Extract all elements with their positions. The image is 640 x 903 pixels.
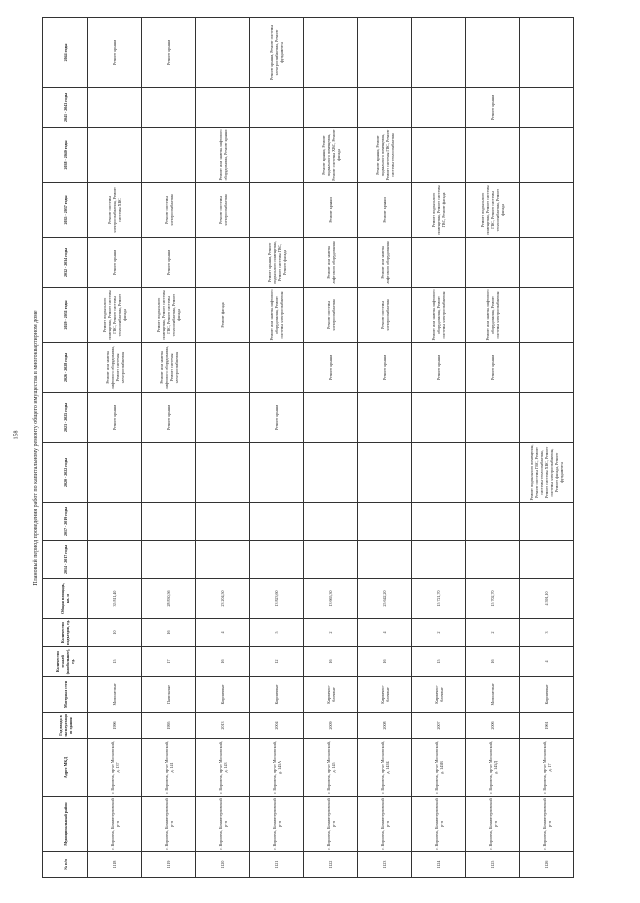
table-cell: 2013	[196, 713, 250, 739]
table-cell: 1125	[466, 852, 520, 878]
table-cell: 15	[88, 647, 142, 677]
table-cell	[466, 128, 520, 183]
table-cell: Ремонт крыши, Ремонт подвального помещения, Ремонт системы ХВС, Ремонт фасада	[304, 128, 358, 183]
table-cell: Ремонт фасада	[196, 288, 250, 343]
column-header: 2038 - 2040 годы	[43, 128, 88, 183]
table-row	[196, 18, 250, 878]
table-cell: 1995	[142, 713, 196, 739]
table-row	[250, 18, 304, 878]
column-header: 2041 - 2043 годы	[43, 88, 88, 128]
table-cell: г. Воронеж, пр-кт Московский, д. 145Д	[466, 739, 520, 797]
table-cell	[304, 503, 358, 541]
table-cell: Ремонт крыши	[466, 88, 520, 128]
column-header: 2029 - 2031 годы	[43, 288, 88, 343]
table-cell	[250, 88, 304, 128]
table-cell	[358, 503, 412, 541]
table-cell	[196, 541, 250, 579]
table-cell	[520, 288, 574, 343]
table-cell: г. Воронеж, пр-кт Московский, д. 145	[304, 739, 358, 797]
table-cell: Кирпичные	[520, 677, 574, 713]
table-cell: Ремонт крыши	[142, 18, 196, 88]
table-cell: Ремонт подвального помещения, Ремонт системы ГВС, Ремонт системы теплоснабжения, Ремонт фасада	[142, 288, 196, 343]
table-cell	[358, 443, 412, 503]
table-cell: г. Воронеж, пр-кт Московский, д. 143	[196, 739, 250, 797]
table-cell	[466, 18, 520, 88]
table-cell: Ремонт крыши	[304, 183, 358, 238]
table-cell: 35 811,40	[88, 579, 142, 619]
table-cell: 1124	[412, 852, 466, 878]
table-cell	[412, 541, 466, 579]
table-cell: 5	[250, 619, 304, 647]
table-cell	[520, 88, 574, 128]
table-cell: Ремонт крыши	[88, 18, 142, 88]
table-cell: Ремонт крыши	[250, 393, 304, 443]
table-cell	[88, 128, 142, 183]
table-cell	[520, 343, 574, 393]
table-cell	[250, 128, 304, 183]
table-cell: Ремонт системы электроснабжения	[304, 288, 358, 343]
table-cell: г. Воронеж, пр-кт Московский, д. 145В	[412, 739, 466, 797]
table-cell: Ремонт крыши	[358, 183, 412, 238]
table-cell: 12	[250, 647, 304, 677]
table-cell: Ремонт или замена лифтового оборудования, Ремонт крыши	[196, 128, 250, 183]
table-cell	[466, 393, 520, 443]
table-cell: 15	[412, 647, 466, 677]
table-cell	[142, 541, 196, 579]
table-cell	[358, 541, 412, 579]
table-cell: Ремонт или замена лифтового оборудования, Ремонт системы электроснабжения	[142, 343, 196, 393]
table-cell: Ремонт крыши	[88, 238, 142, 288]
table-cell	[520, 183, 574, 238]
table-cell: г. Воронеж, пр-кт Московский, д. 145Б	[358, 739, 412, 797]
table-cell: Кирпичные	[196, 677, 250, 713]
column-header: 2020 - 2022 годы	[43, 443, 88, 503]
table-cell: 4	[520, 647, 574, 677]
column-header: № п/п	[43, 852, 88, 878]
table-cell: 2008	[358, 713, 412, 739]
table-cell	[412, 18, 466, 88]
table-cell: г. Воронеж, Коминтерновский р-н	[88, 797, 142, 852]
table-cell: 23 204,50	[196, 579, 250, 619]
page-number: 158	[13, 430, 20, 440]
table-cell	[412, 238, 466, 288]
table-cell: 1122	[304, 852, 358, 878]
table-cell	[304, 541, 358, 579]
table-cell	[358, 88, 412, 128]
table-cell: Ремонт крыши	[304, 343, 358, 393]
table-cell: Ремонт или замена лифтового оборудования	[304, 238, 358, 288]
column-header: Муниципальный район	[43, 797, 88, 852]
table-cell	[520, 393, 574, 443]
table-cell: 1961	[520, 713, 574, 739]
column-header: 2023 - 2025 годы	[43, 393, 88, 443]
table-cell: Ремонт крыши	[358, 343, 412, 393]
table-cell: Ремонт крыши	[466, 343, 520, 393]
table-cell: Кирпично-блочные	[358, 677, 412, 713]
table-cell: Ремонт крыши	[142, 393, 196, 443]
table-cell: г. Воронеж, Коминтерновский р-н	[304, 797, 358, 852]
table-cell	[250, 343, 304, 393]
table-cell: 1120	[196, 852, 250, 878]
table-cell: Ремонт крыши	[412, 343, 466, 393]
table-cell	[304, 88, 358, 128]
table-cell: 2	[466, 619, 520, 647]
table-cell	[520, 128, 574, 183]
table-cell	[196, 443, 250, 503]
table-row	[520, 18, 574, 878]
table-cell: 17	[142, 647, 196, 677]
table-cell: г. Воронеж, Коминтерновский р-н	[142, 797, 196, 852]
table-cell	[412, 128, 466, 183]
column-header: Количество подъездов, ед.	[43, 619, 88, 647]
table-cell: 1119	[142, 852, 196, 878]
table-cell: г. Воронеж, Коминтерновский р-н	[250, 797, 304, 852]
table-cell	[142, 128, 196, 183]
table-row	[466, 18, 520, 878]
table-cell	[196, 393, 250, 443]
table-cell	[88, 88, 142, 128]
table-cell	[88, 541, 142, 579]
table-cell: 4	[196, 619, 250, 647]
table-cell: Монолитные	[88, 677, 142, 713]
table-cell	[466, 238, 520, 288]
table-cell: 16	[304, 647, 358, 677]
column-header: 2014 - 2017 годы	[43, 541, 88, 579]
table-cell: 16	[142, 619, 196, 647]
rotated-document	[30, 18, 620, 878]
table-cell	[304, 393, 358, 443]
table-row	[304, 18, 358, 878]
table-cell	[358, 18, 412, 88]
column-header: Год ввода в эксплуатацию здания	[43, 713, 88, 739]
table-cell	[304, 443, 358, 503]
table-cell: 1123	[358, 852, 412, 878]
table-cell	[142, 503, 196, 541]
table-cell: Панельные	[142, 677, 196, 713]
table-row	[412, 18, 466, 878]
table-cell	[88, 503, 142, 541]
table-cell: г. Воронеж, пр-кт Московский, д. 145А	[250, 739, 304, 797]
table-cell	[412, 393, 466, 443]
table-cell: Ремонт крыши	[142, 238, 196, 288]
table-cell: 4	[358, 619, 412, 647]
table-cell: Ремонт подвального помещения, Ремонт системы ГВС, Ремонт системы теплоснабжения, Ремонт фасада	[466, 183, 520, 238]
table-cell	[466, 503, 520, 541]
table-cell: 25 642,20	[358, 579, 412, 619]
table-cell: 16	[358, 647, 412, 677]
table-cell	[142, 88, 196, 128]
column-header: Общая площадь, кв. м	[43, 579, 88, 619]
repair-schedule-table	[42, 17, 574, 878]
table-cell	[412, 443, 466, 503]
table-cell: г. Воронеж, Коминтерновский р-н	[520, 797, 574, 852]
table-cell	[250, 183, 304, 238]
table-cell: 1126	[520, 852, 574, 878]
column-header: 2017 - 2019 годы	[43, 503, 88, 541]
document-title: Плановый период проведения работ по капитальному ремонту общего имущества в многоквартирном доме	[33, 310, 39, 586]
table-cell	[520, 541, 574, 579]
table-cell: Монолитные	[466, 677, 520, 713]
table-cell: 2006	[466, 713, 520, 739]
table-cell: г. Воронеж, Коминтерновский р-н	[466, 797, 520, 852]
table-cell	[196, 503, 250, 541]
table-cell	[142, 443, 196, 503]
table-cell	[304, 18, 358, 88]
table-cell	[88, 443, 142, 503]
table-cell: Ремонт крыши	[88, 393, 142, 443]
table-cell: 1118	[88, 852, 142, 878]
table-cell: г. Воронеж, пр-кт Московский, д. 141	[142, 739, 196, 797]
table-header-row	[43, 18, 88, 878]
table-cell: 15 721,70	[412, 579, 466, 619]
table-cell: Ремонт крыши, Ремонт подвального помещения, Ремонт системы ГВС, Ремонт фасада	[250, 238, 304, 288]
column-header: 2032 - 2034 годы	[43, 238, 88, 288]
table-cell: 28 830,56	[142, 579, 196, 619]
table-cell	[466, 541, 520, 579]
table-cell: г. Воронеж, Коминтерновский р-н	[412, 797, 466, 852]
table-cell: Ремонт крыши, Ремонт подвального помещения, Ремонт системы ГВС, Ремонт системы теплоснабжения	[358, 128, 412, 183]
column-header: 2026 - 2028 годы	[43, 343, 88, 393]
table-cell	[250, 443, 304, 503]
table-cell: 3	[520, 619, 574, 647]
table-cell: Кирпично-блочные	[412, 677, 466, 713]
table-cell	[358, 393, 412, 443]
table-cell	[250, 541, 304, 579]
table-cell	[520, 18, 574, 88]
table-cell	[520, 503, 574, 541]
table-cell: 10	[88, 619, 142, 647]
column-header: 2035 - 2037 годы	[43, 183, 88, 238]
table-row	[88, 18, 142, 878]
table-cell	[196, 88, 250, 128]
table-cell: Ремонт системы электроснабжения, Ремонт системы ХВС	[88, 183, 142, 238]
table-cell: 15 702,70	[466, 579, 520, 619]
table-cell: Ремонт системы электроснабжения	[196, 183, 250, 238]
table-cell: Ремонт подвального помещения, Ремонт системы ГВС, Ремонт фасада	[412, 183, 466, 238]
table-row	[358, 18, 412, 878]
table-cell: г. Воронеж, пр-кт Московский, д. 137	[88, 739, 142, 797]
column-header: Количество этажей (наибольшее), ед.	[43, 647, 88, 677]
table-cell: 2004	[250, 713, 304, 739]
table-cell: г. Воронеж, Коминтерновский р-н	[358, 797, 412, 852]
table-cell: Ремонт подвального помещения, Ремонт системы ГВС, Ремонт системы теплоснабжения, Ремонт системы ХВС, Ремонт системы электроснабжения, Ремонт фасада, Ремонт фундамента	[520, 443, 574, 503]
table-cell	[520, 238, 574, 288]
table-cell: г. Воронеж, пр-кт Московский, д. 17	[520, 739, 574, 797]
table-cell: 13 823,60	[250, 579, 304, 619]
column-header: Материал стен	[43, 677, 88, 713]
table-cell: Ремонт или замена лифтового оборудования	[358, 238, 412, 288]
table-cell	[412, 88, 466, 128]
table-row	[142, 18, 196, 878]
table-cell: Кирпично-блочные	[304, 677, 358, 713]
table-cell	[196, 238, 250, 288]
table-cell: 13 665,30	[304, 579, 358, 619]
table-cell: Ремонт или замена лифтового оборудования, Ремонт системы электроснабжения	[412, 288, 466, 343]
table-cell	[412, 503, 466, 541]
table-cell: Ремонт подвального помещения, Ремонт системы ГВС, Ремонт системы теплоснабжения, Ремонт фасада	[88, 288, 142, 343]
table-cell: Ремонт крыши, Ремонт системы электроснабжения, Ремонт фундамента	[250, 18, 304, 88]
table-cell: 2	[304, 619, 358, 647]
table-cell	[196, 18, 250, 88]
column-header: 2044 годы	[43, 18, 88, 88]
table-cell	[250, 503, 304, 541]
table-cell: 16	[196, 647, 250, 677]
table-cell: 16	[466, 647, 520, 677]
table-cell: Ремонт или замена лифтового оборудования, Ремонт системы электроснабжения	[466, 288, 520, 343]
table-cell: 2007	[412, 713, 466, 739]
table-body	[88, 18, 574, 878]
table-cell: Ремонт системы электроснабжения	[358, 288, 412, 343]
table-cell: Ремонт системы электроснабжения	[142, 183, 196, 238]
table-cell: Кирпичные	[250, 677, 304, 713]
table-cell	[196, 343, 250, 393]
table-cell: Ремонт или замена лифтового оборудования, Ремонт системы электроснабжения	[250, 288, 304, 343]
table-cell: 1121	[250, 852, 304, 878]
table-cell: 4 591,10	[520, 579, 574, 619]
table-cell: 2	[412, 619, 466, 647]
table-cell: 2009	[304, 713, 358, 739]
table-cell: г. Воронеж, Коминтерновский р-н	[196, 797, 250, 852]
table-cell: 1996	[88, 713, 142, 739]
table-cell	[466, 443, 520, 503]
table-cell: Ремонт или замена лифтового оборудования, Ремонт системы электроснабжения	[88, 343, 142, 393]
column-header: Адрес МКД	[43, 739, 88, 797]
